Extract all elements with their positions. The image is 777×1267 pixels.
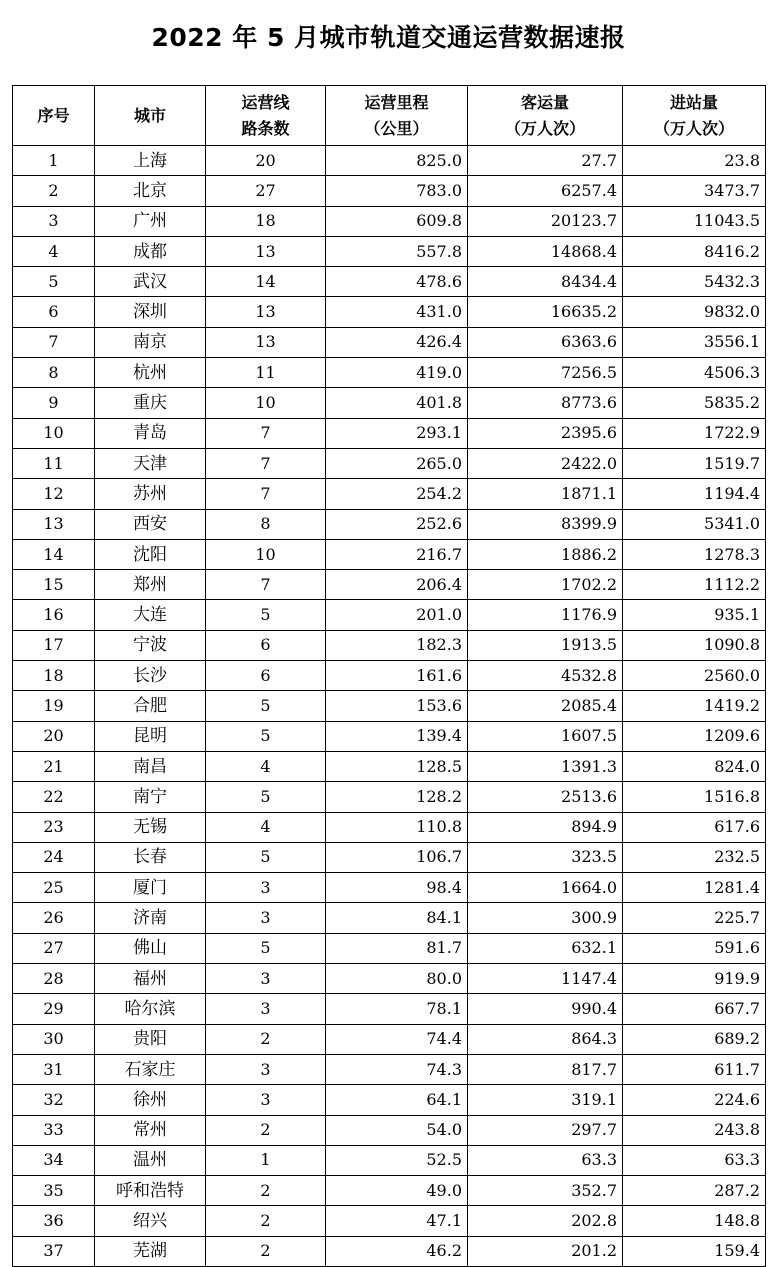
header-lines: [206, 86, 326, 146]
cell-mileage: 201.0: [326, 600, 468, 630]
cell-mileage: 609.8: [326, 206, 468, 236]
cell-entries: 591.6: [623, 933, 766, 963]
cell-ridership: 817.7: [468, 1054, 623, 1084]
cell-city: 呼和浩特: [95, 1176, 206, 1206]
cell-ridership: 27.7: [468, 146, 623, 176]
table-row: [13, 1115, 766, 1145]
cell-index: 36: [13, 1206, 95, 1236]
cell-mileage: 161.6: [326, 661, 468, 691]
table-row: [13, 1145, 766, 1175]
table-row: [13, 812, 766, 842]
cell-city: 苏州: [95, 479, 206, 509]
cell-lines: 2: [206, 1206, 326, 1236]
cell-entries: 232.5: [623, 842, 766, 872]
table-row: [13, 1206, 766, 1236]
cell-index: 33: [13, 1115, 95, 1145]
cell-city: 成都: [95, 236, 206, 266]
cell-mileage: 46.2: [326, 1236, 468, 1266]
cell-city: 合肥: [95, 691, 206, 721]
cell-lines: 4: [206, 751, 326, 781]
cell-entries: 667.7: [623, 994, 766, 1024]
header-mileage-line2: （公里）: [364, 118, 429, 138]
table-body: [13, 146, 766, 1267]
cell-ridership: 6363.6: [468, 327, 623, 357]
cell-mileage: 52.5: [326, 1145, 468, 1175]
cell-city: 福州: [95, 964, 206, 994]
cell-index: 1: [13, 146, 95, 176]
cell-ridership: 1913.5: [468, 630, 623, 660]
cell-mileage: 431.0: [326, 297, 468, 327]
cell-lines: 2: [206, 1236, 326, 1266]
cell-entries: 5341.0: [623, 509, 766, 539]
cell-ridership: 16635.2: [468, 297, 623, 327]
cell-ridership: 894.9: [468, 812, 623, 842]
cell-mileage: 206.4: [326, 570, 468, 600]
cell-lines: 6: [206, 630, 326, 660]
cell-entries: 611.7: [623, 1054, 766, 1084]
cell-ridership: 201.2: [468, 1236, 623, 1266]
table-row: [13, 327, 766, 357]
cell-mileage: 153.6: [326, 691, 468, 721]
header-lines-line2: 路条数: [241, 118, 290, 138]
cell-entries: 1194.4: [623, 479, 766, 509]
cell-mileage: 47.1: [326, 1206, 468, 1236]
header-ridership-line1: 客运量: [520, 92, 569, 112]
cell-entries: 225.7: [623, 903, 766, 933]
table-row: [13, 1236, 766, 1266]
cell-city: 南宁: [95, 782, 206, 812]
cell-entries: 3473.7: [623, 176, 766, 206]
cell-ridership: 990.4: [468, 994, 623, 1024]
cell-lines: 3: [206, 903, 326, 933]
cell-ridership: 2085.4: [468, 691, 623, 721]
cell-lines: 20: [206, 146, 326, 176]
cell-mileage: 128.5: [326, 751, 468, 781]
cell-city: 贵阳: [95, 1024, 206, 1054]
cell-entries: 4506.3: [623, 358, 766, 388]
cell-mileage: 783.0: [326, 176, 468, 206]
cell-lines: 11: [206, 358, 326, 388]
cell-lines: 2: [206, 1115, 326, 1145]
cell-index: 28: [13, 964, 95, 994]
cell-city: 南昌: [95, 751, 206, 781]
cell-index: 13: [13, 509, 95, 539]
cell-entries: 1722.9: [623, 418, 766, 448]
metro-data-table: [12, 85, 766, 1267]
cell-ridership: 4532.8: [468, 661, 623, 691]
cell-ridership: 1702.2: [468, 570, 623, 600]
cell-ridership: 20123.7: [468, 206, 623, 236]
cell-index: 35: [13, 1176, 95, 1206]
cell-entries: 287.2: [623, 1176, 766, 1206]
cell-entries: 1519.7: [623, 448, 766, 478]
cell-index: 8: [13, 358, 95, 388]
table-row: [13, 661, 766, 691]
cell-mileage: 401.8: [326, 388, 468, 418]
cell-city: 南京: [95, 327, 206, 357]
table-row: [13, 873, 766, 903]
cell-ridership: 1664.0: [468, 873, 623, 903]
cell-lines: 7: [206, 448, 326, 478]
table-row: [13, 842, 766, 872]
table-row: [13, 448, 766, 478]
header-row: [13, 86, 766, 146]
cell-ridership: 8773.6: [468, 388, 623, 418]
cell-entries: 1090.8: [623, 630, 766, 660]
cell-index: 12: [13, 479, 95, 509]
cell-city: 长春: [95, 842, 206, 872]
cell-ridership: 2422.0: [468, 448, 623, 478]
cell-ridership: 63.3: [468, 1145, 623, 1175]
cell-index: 19: [13, 691, 95, 721]
cell-entries: 9832.0: [623, 297, 766, 327]
cell-mileage: 64.1: [326, 1085, 468, 1115]
cell-ridership: 8434.4: [468, 267, 623, 297]
header-entries: [623, 86, 766, 146]
cell-ridership: 1391.3: [468, 751, 623, 781]
cell-index: 21: [13, 751, 95, 781]
cell-index: 17: [13, 630, 95, 660]
cell-mileage: 110.8: [326, 812, 468, 842]
table-row: [13, 691, 766, 721]
table-row: [13, 933, 766, 963]
cell-entries: 617.6: [623, 812, 766, 842]
cell-index: 24: [13, 842, 95, 872]
cell-lines: 2: [206, 1024, 326, 1054]
cell-ridership: 1147.4: [468, 964, 623, 994]
table-row: [13, 509, 766, 539]
cell-lines: 7: [206, 479, 326, 509]
cell-entries: 243.8: [623, 1115, 766, 1145]
table-row: [13, 388, 766, 418]
cell-mileage: 80.0: [326, 964, 468, 994]
cell-lines: 5: [206, 782, 326, 812]
cell-city: 天津: [95, 448, 206, 478]
cell-city: 石家庄: [95, 1054, 206, 1084]
cell-index: 22: [13, 782, 95, 812]
cell-entries: 1516.8: [623, 782, 766, 812]
cell-index: 27: [13, 933, 95, 963]
header-entries-line1: 进站量: [669, 92, 718, 112]
cell-index: 15: [13, 570, 95, 600]
cell-mileage: 419.0: [326, 358, 468, 388]
cell-entries: 23.8: [623, 146, 766, 176]
header-index: 序号: [13, 86, 95, 146]
header-ridership: [468, 86, 623, 146]
table-row: [13, 1024, 766, 1054]
cell-index: 2: [13, 176, 95, 206]
cell-mileage: 254.2: [326, 479, 468, 509]
cell-ridership: 319.1: [468, 1085, 623, 1115]
header-mileage: [326, 86, 468, 146]
cell-entries: 5432.3: [623, 267, 766, 297]
cell-index: 34: [13, 1145, 95, 1175]
table-row: [13, 297, 766, 327]
header-lines-line1: 运营线: [241, 92, 290, 112]
cell-city: 长沙: [95, 661, 206, 691]
cell-index: 29: [13, 994, 95, 1024]
table-row: [13, 570, 766, 600]
table-row: [13, 964, 766, 994]
cell-city: 沈阳: [95, 539, 206, 569]
cell-city: 济南: [95, 903, 206, 933]
cell-city: 大连: [95, 600, 206, 630]
table-row: [13, 358, 766, 388]
cell-ridership: 1607.5: [468, 721, 623, 751]
cell-city: 武汉: [95, 267, 206, 297]
cell-index: 31: [13, 1054, 95, 1084]
cell-entries: 8416.2: [623, 236, 766, 266]
cell-lines: 10: [206, 388, 326, 418]
table-row: [13, 146, 766, 176]
cell-city: 佛山: [95, 933, 206, 963]
cell-city: 广州: [95, 206, 206, 236]
cell-mileage: 478.6: [326, 267, 468, 297]
cell-mileage: 84.1: [326, 903, 468, 933]
cell-ridership: 202.8: [468, 1206, 623, 1236]
cell-mileage: 81.7: [326, 933, 468, 963]
table-row: [13, 1085, 766, 1115]
cell-ridership: 2395.6: [468, 418, 623, 448]
cell-ridership: 6257.4: [468, 176, 623, 206]
table-row: [13, 236, 766, 266]
cell-index: 16: [13, 600, 95, 630]
cell-entries: 1419.2: [623, 691, 766, 721]
cell-ridership: 1886.2: [468, 539, 623, 569]
cell-lines: 7: [206, 418, 326, 448]
cell-ridership: 1871.1: [468, 479, 623, 509]
cell-entries: 919.9: [623, 964, 766, 994]
cell-mileage: 49.0: [326, 1176, 468, 1206]
cell-lines: 8: [206, 509, 326, 539]
cell-mileage: 98.4: [326, 873, 468, 903]
cell-entries: 689.2: [623, 1024, 766, 1054]
cell-index: 30: [13, 1024, 95, 1054]
cell-entries: 148.8: [623, 1206, 766, 1236]
cell-entries: 224.6: [623, 1085, 766, 1115]
cell-entries: 159.4: [623, 1236, 766, 1266]
cell-index: 37: [13, 1236, 95, 1266]
cell-entries: 11043.5: [623, 206, 766, 236]
cell-index: 9: [13, 388, 95, 418]
cell-ridership: 632.1: [468, 933, 623, 963]
cell-lines: 3: [206, 1085, 326, 1115]
cell-index: 10: [13, 418, 95, 448]
cell-city: 重庆: [95, 388, 206, 418]
cell-mileage: 128.2: [326, 782, 468, 812]
cell-lines: 5: [206, 691, 326, 721]
cell-mileage: 252.6: [326, 509, 468, 539]
cell-lines: 3: [206, 964, 326, 994]
cell-entries: 1112.2: [623, 570, 766, 600]
cell-city: 杭州: [95, 358, 206, 388]
cell-lines: 1: [206, 1145, 326, 1175]
table-row: [13, 418, 766, 448]
header-ridership-line2: （万人次）: [504, 118, 585, 138]
header-mileage-line1: 运营里程: [364, 92, 429, 112]
cell-mileage: 825.0: [326, 146, 468, 176]
cell-mileage: 293.1: [326, 418, 468, 448]
cell-city: 上海: [95, 146, 206, 176]
header-city: 城市: [95, 86, 206, 146]
cell-index: 14: [13, 539, 95, 569]
table-row: [13, 721, 766, 751]
table-row: [13, 1054, 766, 1084]
cell-ridership: 323.5: [468, 842, 623, 872]
cell-mileage: 54.0: [326, 1115, 468, 1145]
cell-city: 昆明: [95, 721, 206, 751]
cell-mileage: 106.7: [326, 842, 468, 872]
cell-index: 11: [13, 448, 95, 478]
table-row: [13, 176, 766, 206]
cell-lines: 5: [206, 933, 326, 963]
cell-entries: 1281.4: [623, 873, 766, 903]
cell-lines: 3: [206, 994, 326, 1024]
cell-entries: 3556.1: [623, 327, 766, 357]
table-row: [13, 600, 766, 630]
cell-index: 7: [13, 327, 95, 357]
cell-city: 青岛: [95, 418, 206, 448]
cell-city: 徐州: [95, 1085, 206, 1115]
cell-ridership: 300.9: [468, 903, 623, 933]
cell-index: 32: [13, 1085, 95, 1115]
header-entries-line2: （万人次）: [653, 118, 734, 138]
cell-index: 6: [13, 297, 95, 327]
cell-ridership: 8399.9: [468, 509, 623, 539]
cell-index: 4: [13, 236, 95, 266]
cell-index: 26: [13, 903, 95, 933]
cell-lines: 18: [206, 206, 326, 236]
table-row: [13, 751, 766, 781]
table-row: [13, 1176, 766, 1206]
cell-mileage: 182.3: [326, 630, 468, 660]
cell-city: 深圳: [95, 297, 206, 327]
cell-lines: 6: [206, 661, 326, 691]
cell-entries: 63.3: [623, 1145, 766, 1175]
table-row: [13, 994, 766, 1024]
cell-lines: 7: [206, 570, 326, 600]
cell-city: 宁波: [95, 630, 206, 660]
page-title: 2022 年 5 月城市轨道交通运营数据速报: [151, 23, 626, 52]
cell-lines: 3: [206, 873, 326, 903]
cell-mileage: 139.4: [326, 721, 468, 751]
cell-lines: 27: [206, 176, 326, 206]
cell-lines: 2: [206, 1176, 326, 1206]
cell-index: 18: [13, 661, 95, 691]
table-row: [13, 479, 766, 509]
cell-lines: 10: [206, 539, 326, 569]
cell-mileage: 265.0: [326, 448, 468, 478]
cell-city: 芜湖: [95, 1236, 206, 1266]
table-row: [13, 782, 766, 812]
table-row: [13, 539, 766, 569]
cell-city: 郑州: [95, 570, 206, 600]
cell-entries: 1278.3: [623, 539, 766, 569]
cell-mileage: 426.4: [326, 327, 468, 357]
cell-ridership: 14868.4: [468, 236, 623, 266]
cell-lines: 5: [206, 721, 326, 751]
cell-mileage: 216.7: [326, 539, 468, 569]
cell-city: 西安: [95, 509, 206, 539]
cell-index: 5: [13, 267, 95, 297]
cell-lines: 13: [206, 327, 326, 357]
cell-entries: 5835.2: [623, 388, 766, 418]
table-row: [13, 206, 766, 236]
cell-lines: 5: [206, 600, 326, 630]
cell-mileage: 78.1: [326, 994, 468, 1024]
cell-ridership: 864.3: [468, 1024, 623, 1054]
cell-ridership: 297.7: [468, 1115, 623, 1145]
cell-city: 无锡: [95, 812, 206, 842]
cell-lines: 13: [206, 236, 326, 266]
cell-city: 北京: [95, 176, 206, 206]
cell-mileage: 74.3: [326, 1054, 468, 1084]
cell-lines: 14: [206, 267, 326, 297]
cell-index: 3: [13, 206, 95, 236]
cell-lines: 4: [206, 812, 326, 842]
cell-city: 绍兴: [95, 1206, 206, 1236]
cell-index: 25: [13, 873, 95, 903]
cell-city: 哈尔滨: [95, 994, 206, 1024]
table-row: [13, 903, 766, 933]
cell-ridership: 7256.5: [468, 358, 623, 388]
cell-city: 温州: [95, 1145, 206, 1175]
cell-lines: 13: [206, 297, 326, 327]
cell-entries: 824.0: [623, 751, 766, 781]
table-row: [13, 267, 766, 297]
cell-ridership: 1176.9: [468, 600, 623, 630]
cell-lines: 3: [206, 1054, 326, 1084]
cell-mileage: 557.8: [326, 236, 468, 266]
cell-city: 常州: [95, 1115, 206, 1145]
cell-city: 厦门: [95, 873, 206, 903]
cell-ridership: 2513.6: [468, 782, 623, 812]
cell-ridership: 352.7: [468, 1176, 623, 1206]
table-row: [13, 630, 766, 660]
cell-index: 23: [13, 812, 95, 842]
cell-lines: 5: [206, 842, 326, 872]
cell-entries: 935.1: [623, 600, 766, 630]
cell-index: 20: [13, 721, 95, 751]
cell-entries: 1209.6: [623, 721, 766, 751]
cell-entries: 2560.0: [623, 661, 766, 691]
cell-mileage: 74.4: [326, 1024, 468, 1054]
